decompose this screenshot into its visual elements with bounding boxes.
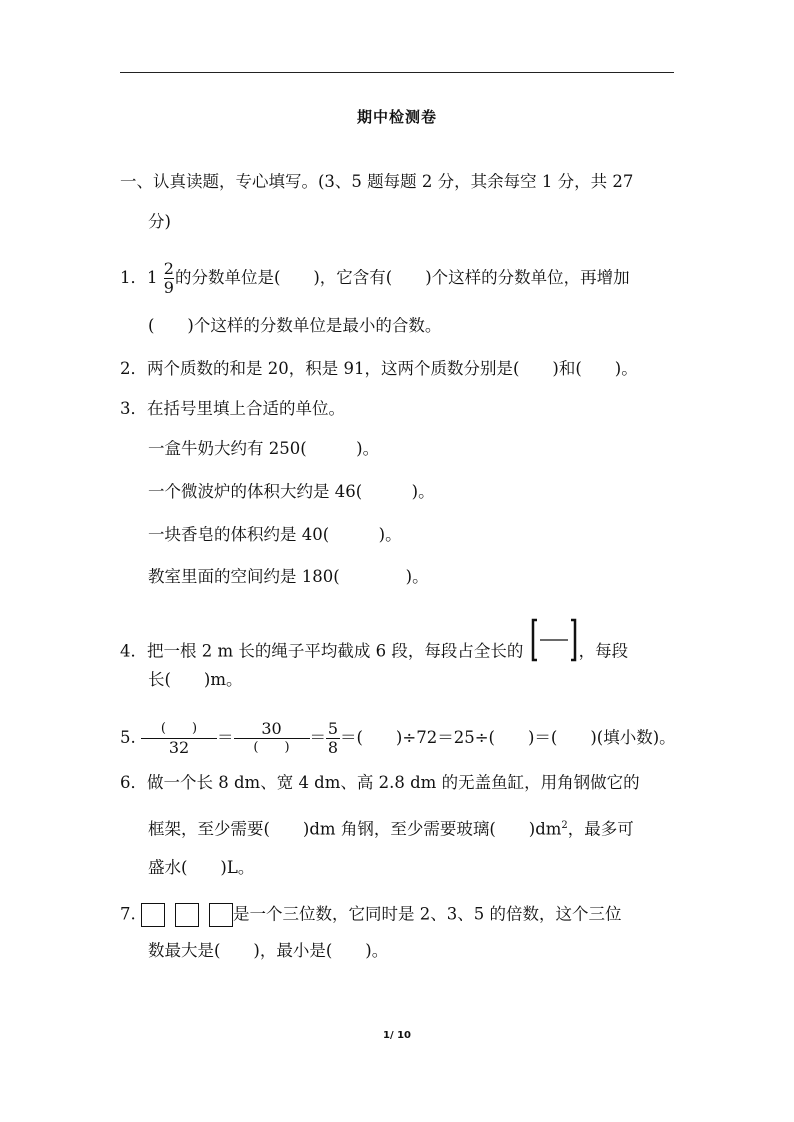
- q5-fraction-2: [234, 720, 310, 757]
- q5-f3-num: 5: [327, 719, 339, 738]
- digit-box: [175, 903, 199, 927]
- question-7: [120, 903, 621, 927]
- question-1: [120, 260, 630, 297]
- q5-equals: ＝: [309, 728, 326, 747]
- q6-text-b1: 框架，至少需要( )dm 角钢，至少需要玻璃( )dm: [148, 819, 562, 839]
- q4-text: 4．把一根 2 m 长的绳子平均截成 6 段，每段占全长的: [120, 641, 524, 661]
- q1-fraction: [164, 260, 174, 297]
- digit-box: [209, 903, 233, 927]
- q6-text-b2: ，最多可: [567, 819, 634, 839]
- q1-frac-den: 9: [163, 278, 174, 297]
- q5-number: 5.: [120, 728, 136, 747]
- question-4-cont: 长( )m。: [148, 670, 243, 689]
- question-6-cont: [148, 816, 634, 840]
- top-rule: [120, 72, 674, 73]
- section-heading: 一、认真读题，专心填写。(3、5 题每题 2 分，其余每空 1 分，共 27: [120, 172, 634, 191]
- q5-f1-den: 32: [141, 738, 217, 757]
- q4-text-b: ，每段: [578, 641, 629, 661]
- q7-text: 是一个三位数，它同时是 2、3、5 的倍数，这个三位: [233, 904, 622, 924]
- question-3: 3．在括号里填上合适的单位。: [120, 399, 345, 418]
- q3-item: 一盒牛奶大约有 250( )。: [148, 439, 380, 458]
- q4-fraction-blank: [531, 630, 577, 674]
- question-5: [120, 720, 676, 757]
- question-2: 2．两个质数的和是 20，积是 91，这两个质数分别是( )和( )。: [120, 359, 638, 378]
- q5-text: ＝( )÷72＝25÷( )＝( )(填小数)。: [340, 728, 676, 747]
- q3-item: 一块香皂的体积约是 40( )。: [148, 525, 402, 544]
- question-4: [120, 630, 628, 674]
- page-number: 1/ 10: [382, 1030, 411, 1041]
- q5-f2-num: 30: [261, 719, 282, 738]
- q5-f2-den: ( ): [234, 738, 310, 757]
- section-heading-cont: 分): [148, 212, 171, 231]
- q1-text: 的分数单位是( )，它含有( )个这样的分数单位，再增加: [174, 268, 630, 287]
- q3-item: 教室里面的空间约是 180( )。: [148, 567, 429, 586]
- q1-frac-num: 2: [163, 259, 174, 278]
- question-7-cont: 数最大是( )，最小是( )。: [148, 941, 389, 960]
- q5-fraction-3: [326, 720, 340, 757]
- q5-f1-num: ( ): [160, 721, 198, 736]
- q3-item: 一个微波炉的体积大约是 46( )。: [148, 482, 435, 501]
- q6-superscript: 2: [561, 820, 568, 831]
- q7-number: 7.: [120, 904, 136, 924]
- question-1-cont: ( )个这样的分数单位是最小的合数。: [148, 316, 442, 335]
- q5-equals: ＝: [217, 728, 234, 747]
- q5-fraction-1: [141, 720, 217, 757]
- page-title: 期中检测卷: [356, 108, 437, 126]
- q1-number: 1．: [120, 268, 147, 287]
- q1-whole: 1: [147, 268, 158, 287]
- q5-f3-den: 8: [327, 738, 339, 757]
- question-6: 6．做一个长 8 dm、宽 4 dm、高 2.8 dm 的无盖鱼缸，用角钢做它的: [120, 773, 640, 792]
- digit-box: [141, 903, 165, 927]
- question-6-cont2: 盛水( )L。: [148, 858, 255, 877]
